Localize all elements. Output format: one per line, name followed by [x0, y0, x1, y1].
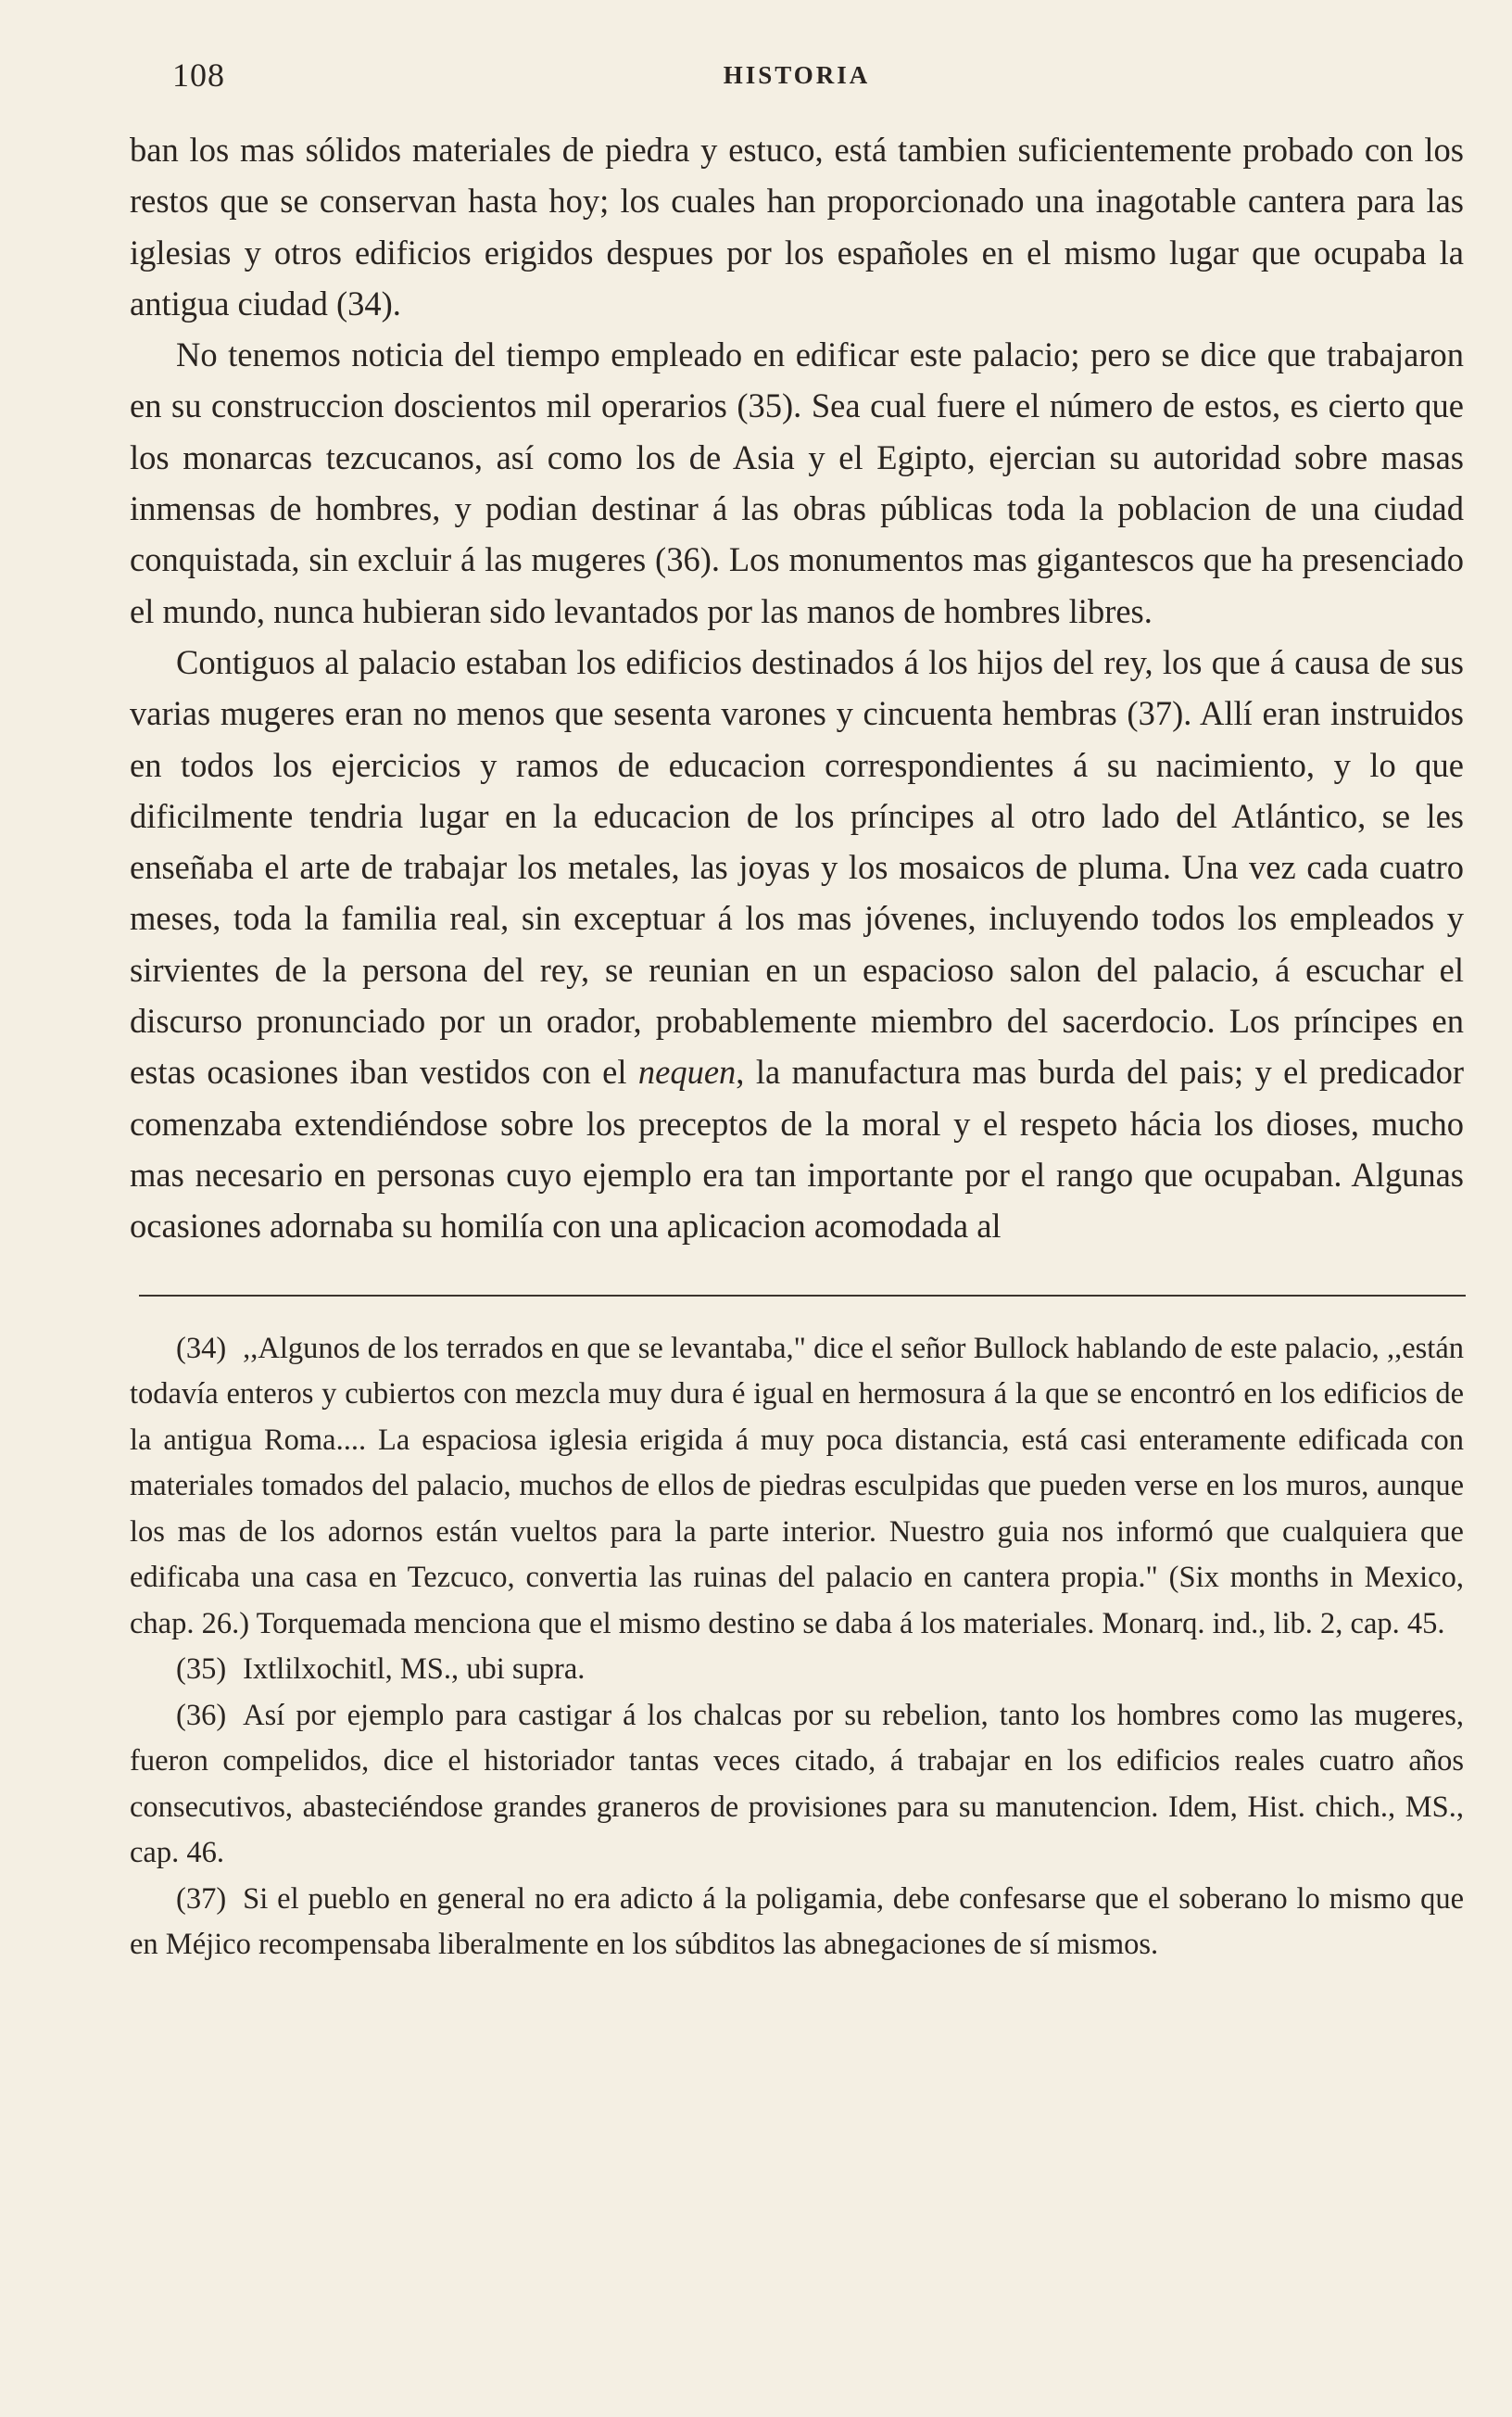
- footnote-divider: [139, 1295, 1466, 1297]
- body-text: [130, 124, 1464, 1252]
- running-head: [130, 56, 1464, 108]
- footnote-34: [130, 1326, 1464, 1648]
- footnote-text: ,,Algunos de los terrados en que se levantaba," dice el señor Bullock hablando de este palacio, ,,están todavía enteros y cubiertos con mezcla muy dura é igual en hermosura á la que se encontró en los edificios de la antigua Roma.... La espaciosa iglesia erigida á muy poca distancia, está casi enteramente edificada con materiales tomados del palacio, muchos de ellos de piedras esculpidas que pueden verse en los muros, aunque los mas de los adornos están vueltos para la parte interior. Nuestro guia nos informó que cualquiera que edificaba una casa en Tezcuco, convertia las ruinas del palacio en cantera propia." (Six months in Mexico, chap. 26.) Torquemada menciona que el mismo destino se daba á los materiales. Monarq. ind., lib. 2, cap. 45.: [130, 1331, 1464, 1640]
- book-page: [130, 56, 1464, 2373]
- paragraph-3: [130, 637, 1464, 1252]
- page-number: 108: [172, 57, 225, 94]
- footnote-marker: (37): [176, 1881, 227, 1916]
- paragraph-2: No tenemos noticia del tiempo empleado en edificar este palacio; pero se dice que trabajaron en su construccion doscientos mil operarios (35). Sea cual fuere el número de estos, es cierto que los monarcas tezcucanos, así como los de Asia y el Egipto, ejercian su autoridad sobre masas inmensas de hombres, y podian destinar á las obras públicas toda la poblacion de una ciudad conquistada, sin excluir á las mugeres (36). Los monumentos mas gigantescos que ha presenciado el mundo, nunca hubieran sido levantados por las manos de hombres libres.: [130, 335, 1464, 630]
- footnote-36: [130, 1693, 1464, 1877]
- footnote-text: Si el pueblo en general no era adicto á la poligamia, debe confesarse que el soberano lo mismo que en Méjico recompensaba liberalmente en los súbditos las abnegaciones de sí mismos.: [130, 1881, 1464, 1962]
- footnotes: [130, 1326, 1464, 1968]
- italic-term-nequen: nequen: [637, 1053, 737, 1092]
- footnote-37: [130, 1877, 1464, 1968]
- paragraph-3-part-1: Contiguos al palacio estaban los edificios destinados á los hijos del rey, los que á causa de sus varias mugeres eran no menos que sesenta varones y cincuenta hembras (37). Allí eran instruidos en todos los ejercicios y ramos de educacion correspondientes á su nacimiento, y lo que dificilmente tendria lugar en la educacion de los príncipes al otro lado del Atlántico, se les enseñaba el arte de trabajar los metales, las joyas y los mosaicos de pluma. Una vez cada cuatro meses, toda la familia real, sin exceptuar á los mas jóvenes, incluyendo todos los empleados y sirvientes de la persona del rey, se reunian en un espacioso salon del palacio, á escuchar el discurso pronunciado por un orador, probablemente miembro del sacerdocio. Los príncipes en estas ocasiones iban vestidos con el: [130, 642, 1464, 1092]
- footnote-marker: (35): [176, 1652, 227, 1687]
- paragraph-3-part-2: , la manufactura mas burda del pais; y el predicador comenzaba extendiéndose sobre los preceptos de la moral y el respeto hácia los dioses, mucho mas necesario en personas cuyo ejemplo era tan importante por el rango que ocupaban. Algunas ocasiones adornaba su homilía con una aplicacion acomodada al: [130, 1053, 1464, 1246]
- footnote-marker: (36): [176, 1698, 227, 1732]
- footnote-text: Ixtlilxochitl, MS., ubi supra.: [243, 1652, 586, 1687]
- footnote-marker: (34): [176, 1331, 227, 1365]
- paragraph-1: ban los mas sólidos materiales de piedra y estuco, está tambien suficientemente probado con los restos que se conservan hasta hoy; los cuales han proporcionado una inagotable cantera para las iglesias y otros edificios erigidos despues por los españoles en el mismo lugar que ocupaba la antigua ciudad (34).: [130, 131, 1464, 323]
- footnote-text: Así por ejemplo para castigar á los chalcas por su rebelion, tanto los hombres como las mugeres, fueron compelidos, dice el historiador tantas veces citado, á trabajar en los edificios reales cuatro años consecutivos, abasteciéndose grandes graneros de provisiones para su manutencion. Idem, Hist. chich., MS., cap. 46.: [130, 1698, 1464, 1870]
- footnote-35: [130, 1647, 1464, 1693]
- running-title: HISTORIA: [723, 61, 871, 89]
